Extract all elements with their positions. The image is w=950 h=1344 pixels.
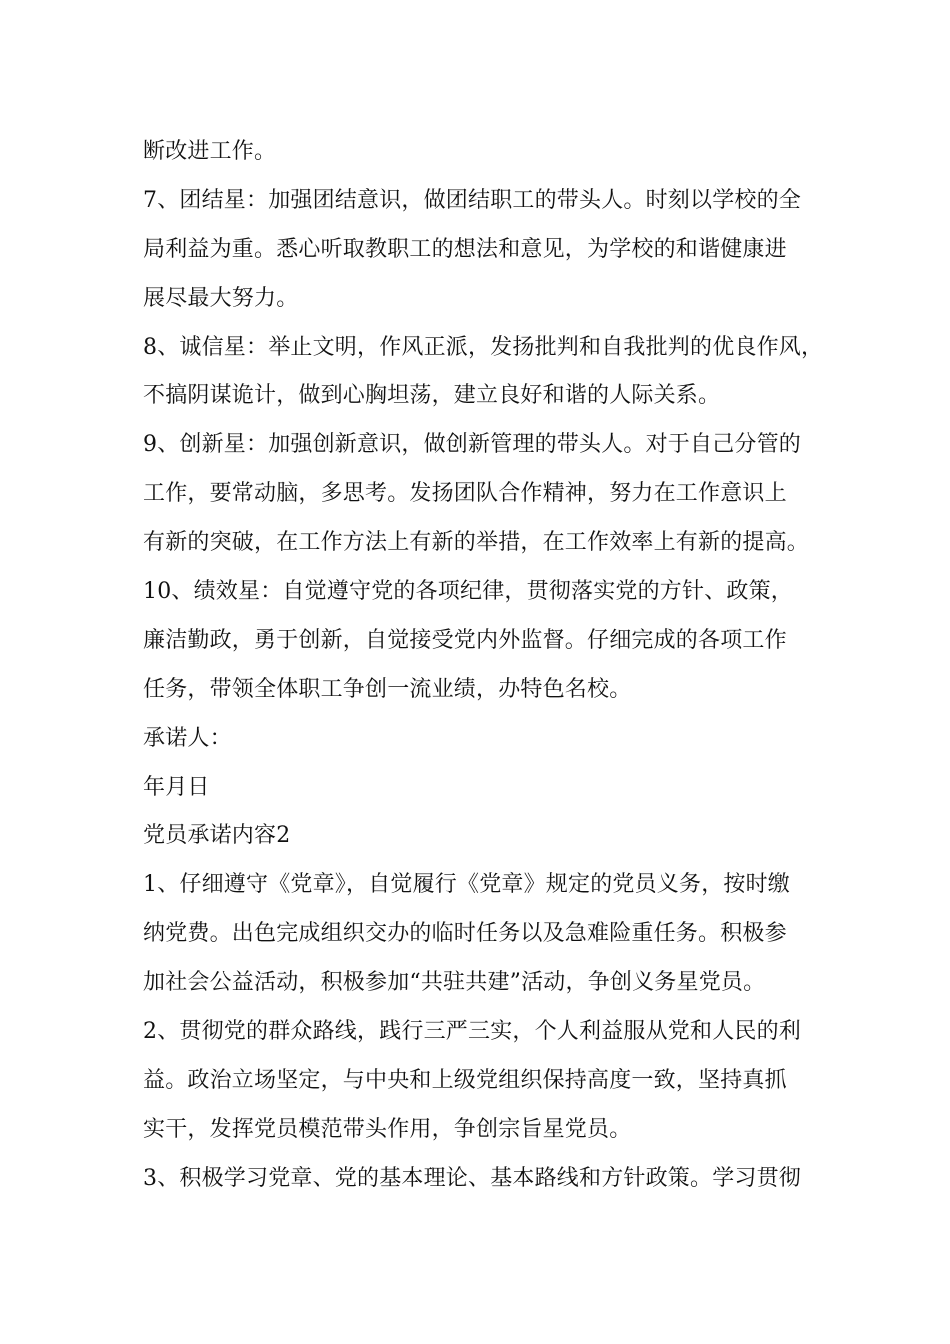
text-line: 3、积极学习党章、党的基本理论、基本路线和方针政策。学习贯彻: [143, 1165, 801, 1191]
text-line: 纳党费。出色完成组织交办的临时任务以及急难险重任务。积极参: [143, 921, 787, 947]
text-line: 展尽最大努力。: [143, 285, 299, 311]
document-body: [143, 128, 823, 1204]
signature-label: 承诺人：: [143, 725, 232, 751]
text-line: 10、绩效星：自觉遵守党的各项纪律，贯彻落实党的方针、政策，: [143, 579, 793, 605]
text-line: 2、贯彻党的群众路线，践行三严三实，个人利益服从党和人民的利: [143, 1019, 801, 1045]
text-line: 1、仔细遵守《党章》，自觉履行《党章》规定的党员义务，按时缴: [143, 872, 790, 898]
text-line: 9、创新星：加强创新意识，做创新管理的带头人。对于自己分管的: [143, 432, 801, 458]
text-line: 加社会公益活动，积极参加“共驻共建”活动，争创义务星党员。: [143, 970, 766, 996]
text-line: 实干，发挥党员模范带头作用，争创宗旨星党员。: [143, 1116, 632, 1142]
text-line: 局利益为重。悉心听取教职工的想法和意见，为学校的和谐健康进: [143, 236, 787, 262]
text-line: 7、团结星：加强团结意识，做团结职工的带头人。时刻以学校的全: [143, 187, 801, 213]
text-line: 廉洁勤政，勇于创新，自觉接受党内外监督。仔细完成的各项工作: [143, 627, 787, 653]
text-line: 8、诚信星：举止文明，作风正派，发扬批判和自我批判的优良作风，: [143, 334, 824, 360]
text-line: 工作，要常动脑，多思考。发扬团队合作精神，努力在工作意识上: [143, 481, 787, 507]
text-line: 不搞阴谋诡计，做到心胸坦荡，建立良好和谐的人际关系。: [143, 383, 721, 409]
text-line: 断改进工作。: [143, 139, 277, 164]
section-heading: 党员承诺内容2: [143, 823, 291, 849]
text-line: 任务，带领全体职工争创一流业绩，办特色名校。: [143, 676, 632, 702]
date-label: 年月日: [143, 774, 210, 800]
text-line: 有新的突破，在工作方法上有新的举措，在工作效率上有新的提高。: [143, 530, 810, 556]
text-line: 益。政治立场坚定，与中央和上级党组织保持高度一致，坚持真抓: [143, 1067, 787, 1093]
